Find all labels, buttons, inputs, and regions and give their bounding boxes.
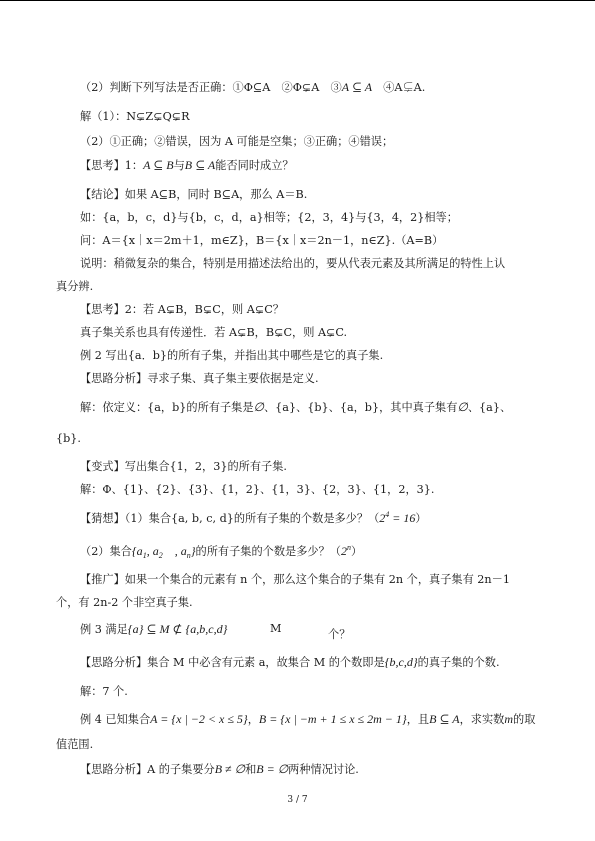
text-line: 如：{a，b，c，d}与{b，c，d，a}相等；{2，3，4}与{3，4，2}相等； (80, 211, 458, 224)
text-line: 例 3 满足{a} ⊆ M ⊄ {a,b,c,d} M 个？ (80, 622, 351, 641)
text-line: 【思路分析】集合 M 中必含有元素 a，故集合 M 的个数即是{b,c,d}的真子集的个数. (80, 655, 500, 669)
text-line: 【思考】2：若 A⊊B，B⊊C，则 A⊊C？ (80, 303, 284, 316)
top-rule (0, 0, 595, 1)
text-line: 解：7 个. (80, 685, 128, 698)
text-line: 真子集关系也具有传递性．若 A⊊B，B⊊C，则 A⊊C. (80, 326, 348, 339)
text-line: 值范围. (56, 738, 94, 751)
text-line: 真分辨. (56, 280, 94, 293)
text-line: 【变式】写出集合{1，2，3}的所有子集. (80, 460, 287, 473)
text-line: 【思考】1：A ⊆ B与B ⊆ A能否同时成立？ (80, 158, 294, 172)
text-line: 解：Φ、{1}、{2}、{3}、{1，2}、{1，3}、{2，3}、{1，2，3}. (80, 483, 435, 496)
text-line: 解（1）：N⊊Z⊊Q⊊R (80, 110, 190, 123)
text-line: 个，有 2n-2 个非空真子集. (56, 596, 193, 609)
text-line: {b}. (56, 432, 81, 445)
text-line: （2）判断下列写法是否正确：①Φ⊆A ②Φ⊊A ③A ⊆ A ④A⊊A. (80, 80, 426, 94)
text-line: 解：依定义：{a，b}的所有子集是∅、{a}、{b}、{a，b}，其中真子集有∅、{a}、 (80, 400, 512, 414)
text-line: 例 4 已知集合A = {x | −2 < x ≤ 5}，B = {x | −m + 1 ≤ x ≤ 2m − 1}，且B ⊆ A，求实数m的取 (80, 712, 536, 726)
text-line: 【思路分析】A 的子集要分B ≠ ∅和B = ∅两种情况讨论. (80, 762, 359, 776)
text-line: 【结论】如果 A⊆B，同时 B⊆A，那么 A＝B. (80, 188, 308, 201)
text-line: （2）集合{$a_1$, $a_2$ , $a_n$}的所有子集的个数是多少？（2$^n$） (80, 543, 363, 560)
text-line: 【推广】如果一个集合的元素有 n 个，那么这个集合的子集有 2n 个，真子集有 2n－1 (80, 573, 510, 586)
text-line: 说明：稍微复杂的集合，特别是用描述法给出的，要从代表元素及其所满足的特性上认 (80, 257, 506, 270)
text-line: （2）①正确；②错误，因为 A 可能是空集；③正确；④错误； (80, 135, 394, 148)
text-line: 例 2 写出{a．b}的所有子集，并指出其中哪些是它的真子集. (80, 349, 384, 362)
text-line: 【猜想】（1）集合{a, b, c, d}的所有子集的个数是多少？$(2^4 = 16)$ (80, 510, 427, 525)
text-line: 【思路分析】寻求子集、真子集主要依据是定义. (80, 372, 319, 385)
page-number: 3 / 7 (287, 795, 308, 805)
text-line: 问：A＝{x｜x＝2m＋1，m∈Z}，B＝{x｜x＝2n－1，n∈Z}.（A=B） (80, 234, 444, 247)
